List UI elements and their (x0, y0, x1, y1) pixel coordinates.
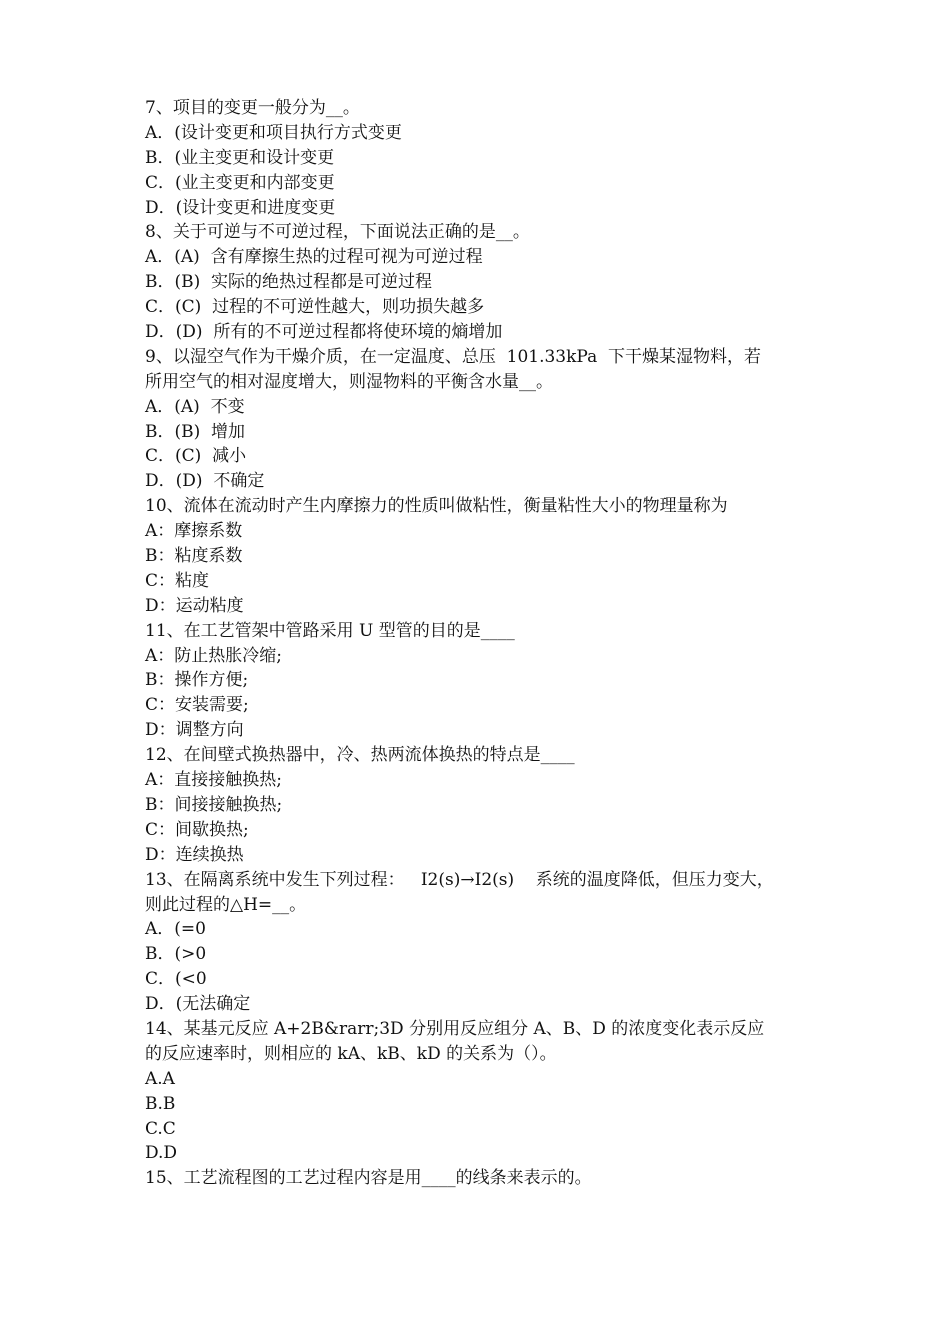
question-12-option-d: D：连续换热 (145, 844, 244, 865)
question-10-option-d: D：运动粘度 (145, 595, 244, 616)
question-8-option-c: C．(C) 过程的不可逆性越大，则功损失越多 (145, 297, 485, 318)
question-13-option-a: A．(=0 (145, 919, 206, 940)
question-9-option-b: B．(B) 增加 (145, 421, 246, 442)
question-8-stem: 8、关于可逆与不可逆过程，下面说法正确的是__。 (145, 222, 530, 243)
question-13-stem-line-2: 则此过程的△H=__。 (145, 894, 307, 915)
question-8-option-a: A．(A) 含有摩擦生热的过程可视为可逆过程 (145, 247, 483, 268)
question-13-option-d: D．(无法确定 (145, 994, 251, 1015)
question-10-stem: 10、流体在流动时产生内摩擦力的性质叫做粘性，衡量粘性大小的物理量称为 (145, 496, 728, 517)
question-12-option-c: C：间歇换热; (145, 819, 249, 840)
document-page (145, 96, 810, 1191)
question-9-option-a: A．(A) 不变 (145, 396, 245, 417)
question-11-stem: 11、在工艺管架中管路采用 U 型管的目的是____ (145, 620, 515, 641)
question-9-option-d: D．(D) 不确定 (145, 471, 265, 492)
question-12-stem: 12、在间壁式换热器中，冷、热两流体换热的特点是____ (145, 745, 575, 766)
question-11-option-b: B：操作方便; (145, 670, 249, 691)
question-14-option-d: D.D (145, 1143, 178, 1164)
question-9-stem-line-1: 9、以湿空气作为干燥介质，在一定温度、总压 101.33kPa 下干燥某湿物料，若 (145, 346, 762, 367)
question-7-stem: 7、项目的变更一般分为__。 (145, 98, 360, 118)
question-12-option-a: A：直接接触换热; (145, 770, 283, 791)
question-10-option-a: A：摩擦系数 (145, 521, 243, 542)
question-7-option-b: B．(业主变更和设计变更 (145, 147, 335, 168)
question-11-option-a: A：防止热胀冷缩; (145, 645, 283, 666)
question-7-option-c: C．(业主变更和内部变更 (145, 172, 335, 193)
question-7-option-a: A．(设计变更和项目执行方式变更 (145, 122, 402, 143)
question-10-option-b: B：粘度系数 (145, 546, 243, 567)
question-13-stem-line-1: 13、在隔离系统中发生下列过程： I2(s)→I2(s) 系统的温度降低，但压力变大， (145, 869, 774, 890)
question-13-option-b: B．(>0 (145, 944, 207, 965)
question-9-stem-line-2: 所用空气的相对湿度增大，则湿物料的平衡含水量__。 (145, 371, 553, 392)
question-15-stem: 15、工艺流程图的工艺过程内容是用____的线条来表示的。 (145, 1168, 592, 1189)
question-11-option-c: C：安装需要; (145, 695, 249, 716)
question-9-option-c: C．(C) 减小 (145, 446, 247, 467)
question-8-option-b: B．(B) 实际的绝热过程都是可逆过程 (145, 272, 433, 293)
question-14-stem-line-2: 的反应速率时，则相应的 kA、kB、kD 的关系为（）。 (145, 1043, 557, 1064)
question-14-option-a: A.A (145, 1068, 175, 1089)
question-14-option-c: C.C (145, 1118, 176, 1139)
question-12-option-b: B：间接接触换热; (145, 794, 283, 815)
question-8-option-d: D．(D) 所有的不可逆过程都将使环境的熵增加 (145, 322, 503, 343)
question-14-stem-line-1: 14、某基元反应 A+2B&rarr;3D 分别用反应组分 A、B、D 的浓度变化表示反应 (145, 1018, 765, 1039)
question-11-option-d: D：调整方向 (145, 720, 244, 741)
question-14-option-b: B.B (145, 1093, 176, 1114)
question-7-option-d: D．(设计变更和进度变更 (145, 197, 336, 218)
question-10-option-c: C：粘度 (145, 570, 210, 591)
question-13-option-c: C．(<0 (145, 969, 207, 990)
